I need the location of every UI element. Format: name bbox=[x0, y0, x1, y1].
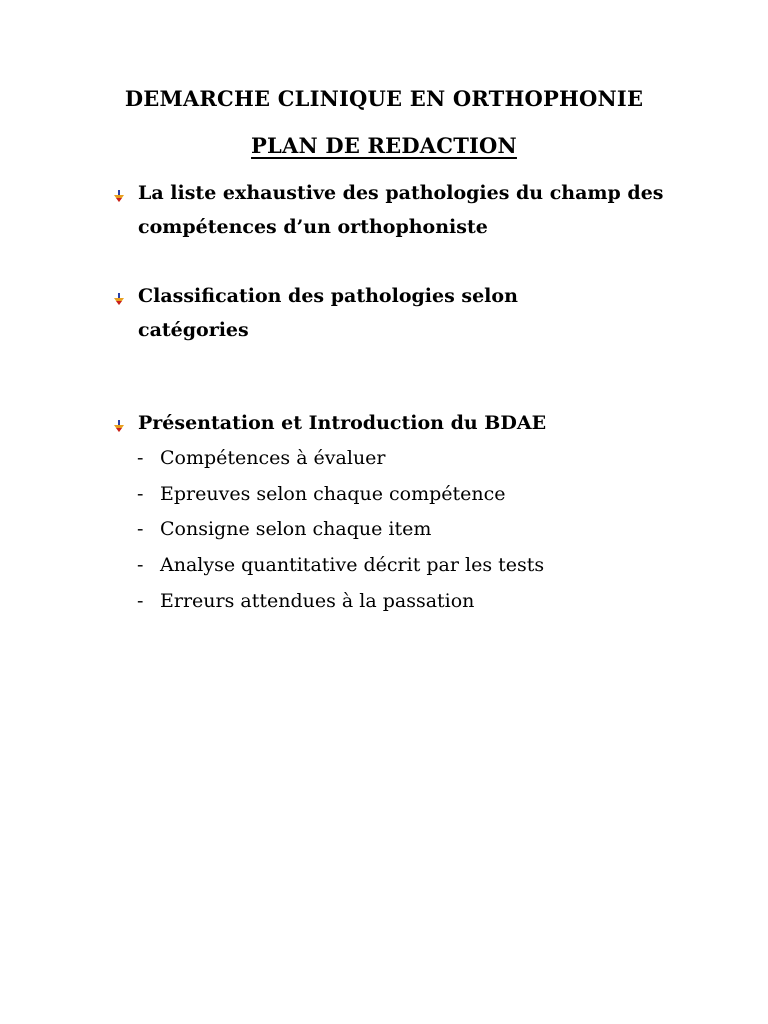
sub-list-item bbox=[137, 517, 431, 541]
bullet-text: La liste exhaustive des pathologies du champ des compétences d’un orthophoniste bbox=[138, 182, 664, 238]
dash-marker: - bbox=[137, 590, 144, 612]
sub-list-item bbox=[137, 553, 544, 577]
document-title: DEMARCHE CLINIQUE EN ORTHOPHONIE bbox=[124, 86, 644, 111]
document-subtitle: PLAN DE REDACTION bbox=[251, 133, 517, 158]
dash-marker: - bbox=[137, 554, 144, 576]
dash-marker: - bbox=[137, 483, 144, 505]
sub-item-text: Compétences à évaluer bbox=[160, 447, 386, 469]
sub-item-text: Analyse quantitative décrit par les tests bbox=[160, 554, 545, 576]
down-arrow-bullet-icon bbox=[113, 419, 125, 433]
sub-list-item bbox=[137, 589, 474, 613]
sub-item-text: Consigne selon chaque item bbox=[160, 518, 432, 540]
bullet-text: Classification des pathologies selon catégories bbox=[138, 285, 518, 341]
dash-marker: - bbox=[137, 518, 144, 540]
dash-marker: - bbox=[137, 447, 144, 469]
down-arrow-bullet-icon bbox=[113, 292, 125, 306]
sub-item-text: Epreuves selon chaque compétence bbox=[160, 483, 506, 505]
sub-list-item bbox=[137, 446, 386, 470]
sub-item-text: Erreurs attendues à la passation bbox=[160, 590, 475, 612]
down-arrow-bullet-icon bbox=[113, 189, 125, 203]
sub-list-item bbox=[137, 482, 506, 506]
bullet-text: Présentation et Introduction du BDAE bbox=[138, 412, 547, 434]
